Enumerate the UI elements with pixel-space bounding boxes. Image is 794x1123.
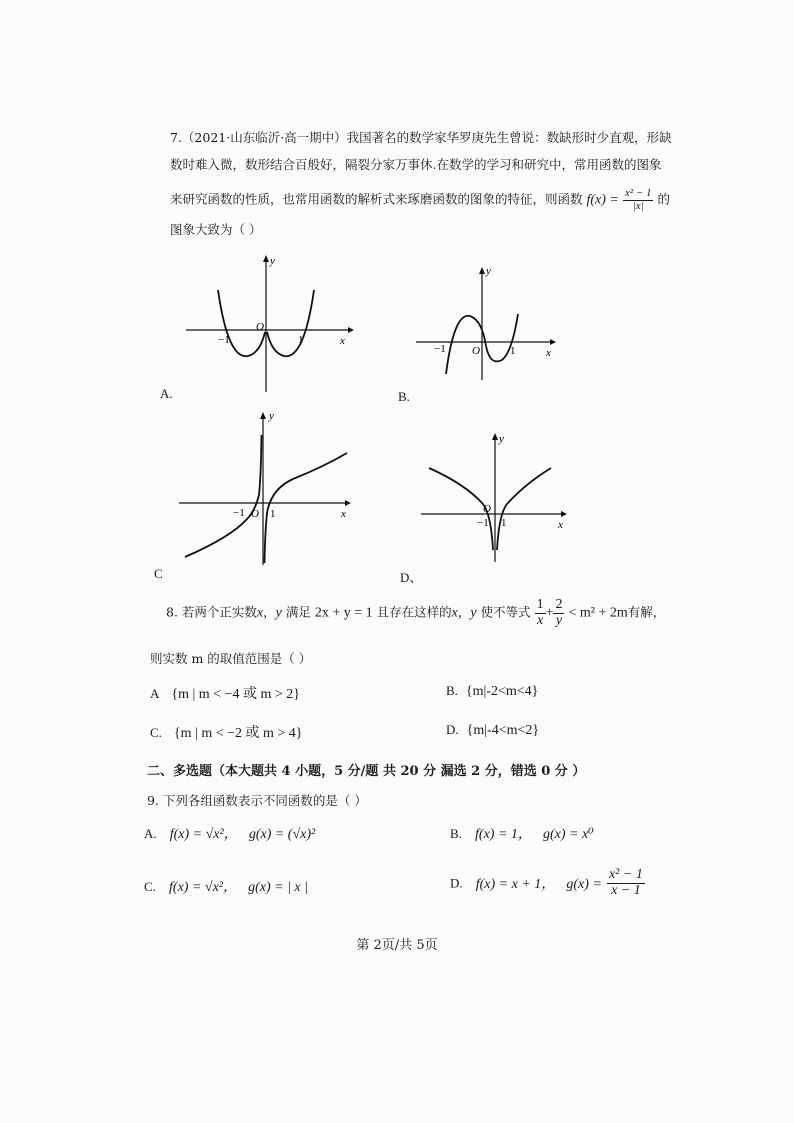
q9-option-d-den: x − 1 <box>607 883 645 899</box>
graph-b <box>410 262 565 387</box>
q7-func-fraction <box>623 188 654 212</box>
q9-option-d-label: D. <box>450 875 463 891</box>
q9-option-d-num: x² − 1 <box>608 867 643 882</box>
graph-a-x-label: x <box>340 335 345 347</box>
q9-option-c-label: C. <box>144 879 156 894</box>
q8-var-x2: x <box>451 605 458 621</box>
q7-line2: 数时难入微，数形结合百般好，隔裂分家万事休.在数学的学习和研究中，常用函数的图象 <box>170 157 662 172</box>
q7-func-den: |x| <box>623 200 654 213</box>
graph-c-neg1-label: −1 <box>233 507 245 519</box>
q9-option-d-g: g(x) = <box>566 876 602 892</box>
graph-d-curve-right <box>497 468 551 550</box>
q8-frac2 <box>553 598 564 628</box>
q8-var-x: x <box>256 605 264 621</box>
q9-option-a-g: g(x) = (√x)² <box>248 827 316 842</box>
q8-mid3: 使不等式 <box>480 604 531 620</box>
graph-a-one-label: 1 <box>298 334 304 346</box>
q8-lead: 8. 若两个正实数 <box>166 604 257 620</box>
q7-option-b[interactable]: B. <box>398 389 410 404</box>
q7-option-d[interactable]: D、 <box>400 570 423 585</box>
q8-condition: 2x + y = 1 <box>314 605 373 621</box>
section-2-heading: 二、多选题（本大题共 4 小题，5 分/题 共 20 分 漏选 2 分，错选 0 分 ） <box>147 764 586 779</box>
q9-option-d-f: f(x) = x + 1， <box>475 876 556 892</box>
graph-d-y-label: y <box>499 433 504 445</box>
graph-c-curve-right <box>265 453 348 563</box>
q8-option-c-text: {m | m < −2 或 m > 4} <box>173 726 303 741</box>
graph-a-origin-label: O <box>256 321 264 333</box>
q8-plus: + <box>545 605 554 621</box>
graph-b-neg1-label: −1 <box>434 343 446 355</box>
q8-frac1-den: x <box>535 613 546 629</box>
graph-b-x-label: x <box>546 347 551 359</box>
graph-c-x-arrow-icon <box>345 500 351 506</box>
q9-option-c-f: f(x) = √x²， <box>169 880 237 895</box>
graph-d <box>415 428 575 568</box>
q8-option-c[interactable] <box>150 722 303 742</box>
q8-comma2: ， <box>457 604 471 620</box>
q9-option-a-label: A. <box>144 826 157 841</box>
q7-option-c[interactable]: C <box>154 566 163 581</box>
q9-option-c[interactable] <box>144 876 308 896</box>
q8-option-c-label: C. <box>150 725 162 740</box>
graph-c-y-label: y <box>269 410 274 422</box>
q8-line1 <box>166 598 665 628</box>
q8-option-b-label: B. <box>446 683 458 698</box>
graph-b-one-label: 1 <box>510 345 516 357</box>
graph-b-y-label: y <box>486 265 491 277</box>
q8-option-a-label: A <box>150 686 160 701</box>
graph-a-neg1-label: −1 <box>218 334 230 346</box>
q8-option-a[interactable] <box>150 683 300 703</box>
q8-rhs: < m² + 2m <box>568 605 628 621</box>
graph-b-origin-label: O <box>472 345 480 357</box>
q8-var-y2: y <box>470 605 477 621</box>
q7-func-lhs: f(x) = <box>586 192 619 208</box>
graph-a-y-label: y <box>270 255 275 267</box>
q9-option-d[interactable] <box>450 868 645 898</box>
graph-d-one-label: 1 <box>501 517 507 529</box>
graph-c-y-arrow-icon <box>260 412 266 419</box>
q8-frac1 <box>535 598 546 628</box>
graph-a <box>180 250 360 400</box>
q9-option-a-f: f(x) = √x²， <box>169 827 238 842</box>
graph-a-x-arrow-icon <box>348 327 354 333</box>
q7-func-num: x² − 1 <box>624 187 652 199</box>
q7-option-a[interactable]: A. <box>160 386 173 401</box>
graph-d-y-arrow-icon <box>492 433 498 440</box>
graph-b-x-arrow-icon <box>550 339 556 345</box>
q7-line3 <box>170 188 670 212</box>
q9-option-b-f: f(x) = 1， <box>475 827 532 842</box>
q8-frac1-num: 1 <box>536 597 544 612</box>
graph-c <box>175 405 360 570</box>
graph-d-origin-label: O <box>483 503 491 515</box>
q8-option-d-text: {m|-4<m<2} <box>466 723 540 738</box>
q9-option-a[interactable] <box>144 823 315 843</box>
q8-frac2-den: y <box>553 613 564 629</box>
q7-func-tail: 的 <box>657 191 670 207</box>
q7-line1: 7.（2021·山东临沂·高一期中）我国著名的数学家华罗庚先生曾说：数缺形时少直观，形缺 <box>170 130 672 145</box>
q8-option-b-text: {m|-2<m<4} <box>465 684 539 699</box>
q8-option-d-label: D. <box>446 722 459 737</box>
graph-c-one-label: 1 <box>270 508 276 520</box>
graph-d-x-label: x <box>558 519 563 531</box>
graph-c-x-label: x <box>341 508 346 520</box>
q9-option-b[interactable] <box>450 823 594 843</box>
graph-b-y-arrow-icon <box>479 267 485 274</box>
page-footer: 第 2页/共 5页 <box>356 938 438 953</box>
graph-c-curve-left <box>185 435 262 557</box>
q8-tail: 有解， <box>627 604 666 620</box>
q7-line4: 图象大致为（ ） <box>170 222 262 237</box>
graph-d-neg1-label: −1 <box>477 517 489 529</box>
q8-option-b[interactable] <box>446 683 538 700</box>
q9-option-d-fraction <box>607 868 645 898</box>
q8-option-d[interactable] <box>446 722 539 739</box>
graph-d-x-arrow-icon <box>561 511 567 517</box>
q8-mid2: 且存在这样的 <box>376 604 452 620</box>
q8-frac2-num: 2 <box>555 597 563 612</box>
q7-line3-text: 来研究函数的性质，也常用函数的解析式来琢磨函数的图象的特征，则函数 <box>170 191 583 207</box>
q8-mid: 满足 <box>285 604 311 620</box>
q8-line2: 则实数 m 的取值范围是（ ） <box>150 651 312 666</box>
q8-comma: ， <box>263 604 276 620</box>
graph-a-y-arrow-icon <box>263 255 269 262</box>
q9-option-c-g: g(x) = | x | <box>248 880 308 895</box>
q8-var-y: y <box>275 605 282 621</box>
q9-option-b-label: B. <box>450 826 462 841</box>
q9-option-b-g: g(x) = x⁰ <box>542 827 594 842</box>
q9-stem: 9. 下列各组函数表示不同函数的是（ ） <box>147 793 367 808</box>
q8-option-a-text: {m | m < −4 或 m > 2} <box>171 687 300 702</box>
graph-c-origin-label: O <box>251 508 259 520</box>
